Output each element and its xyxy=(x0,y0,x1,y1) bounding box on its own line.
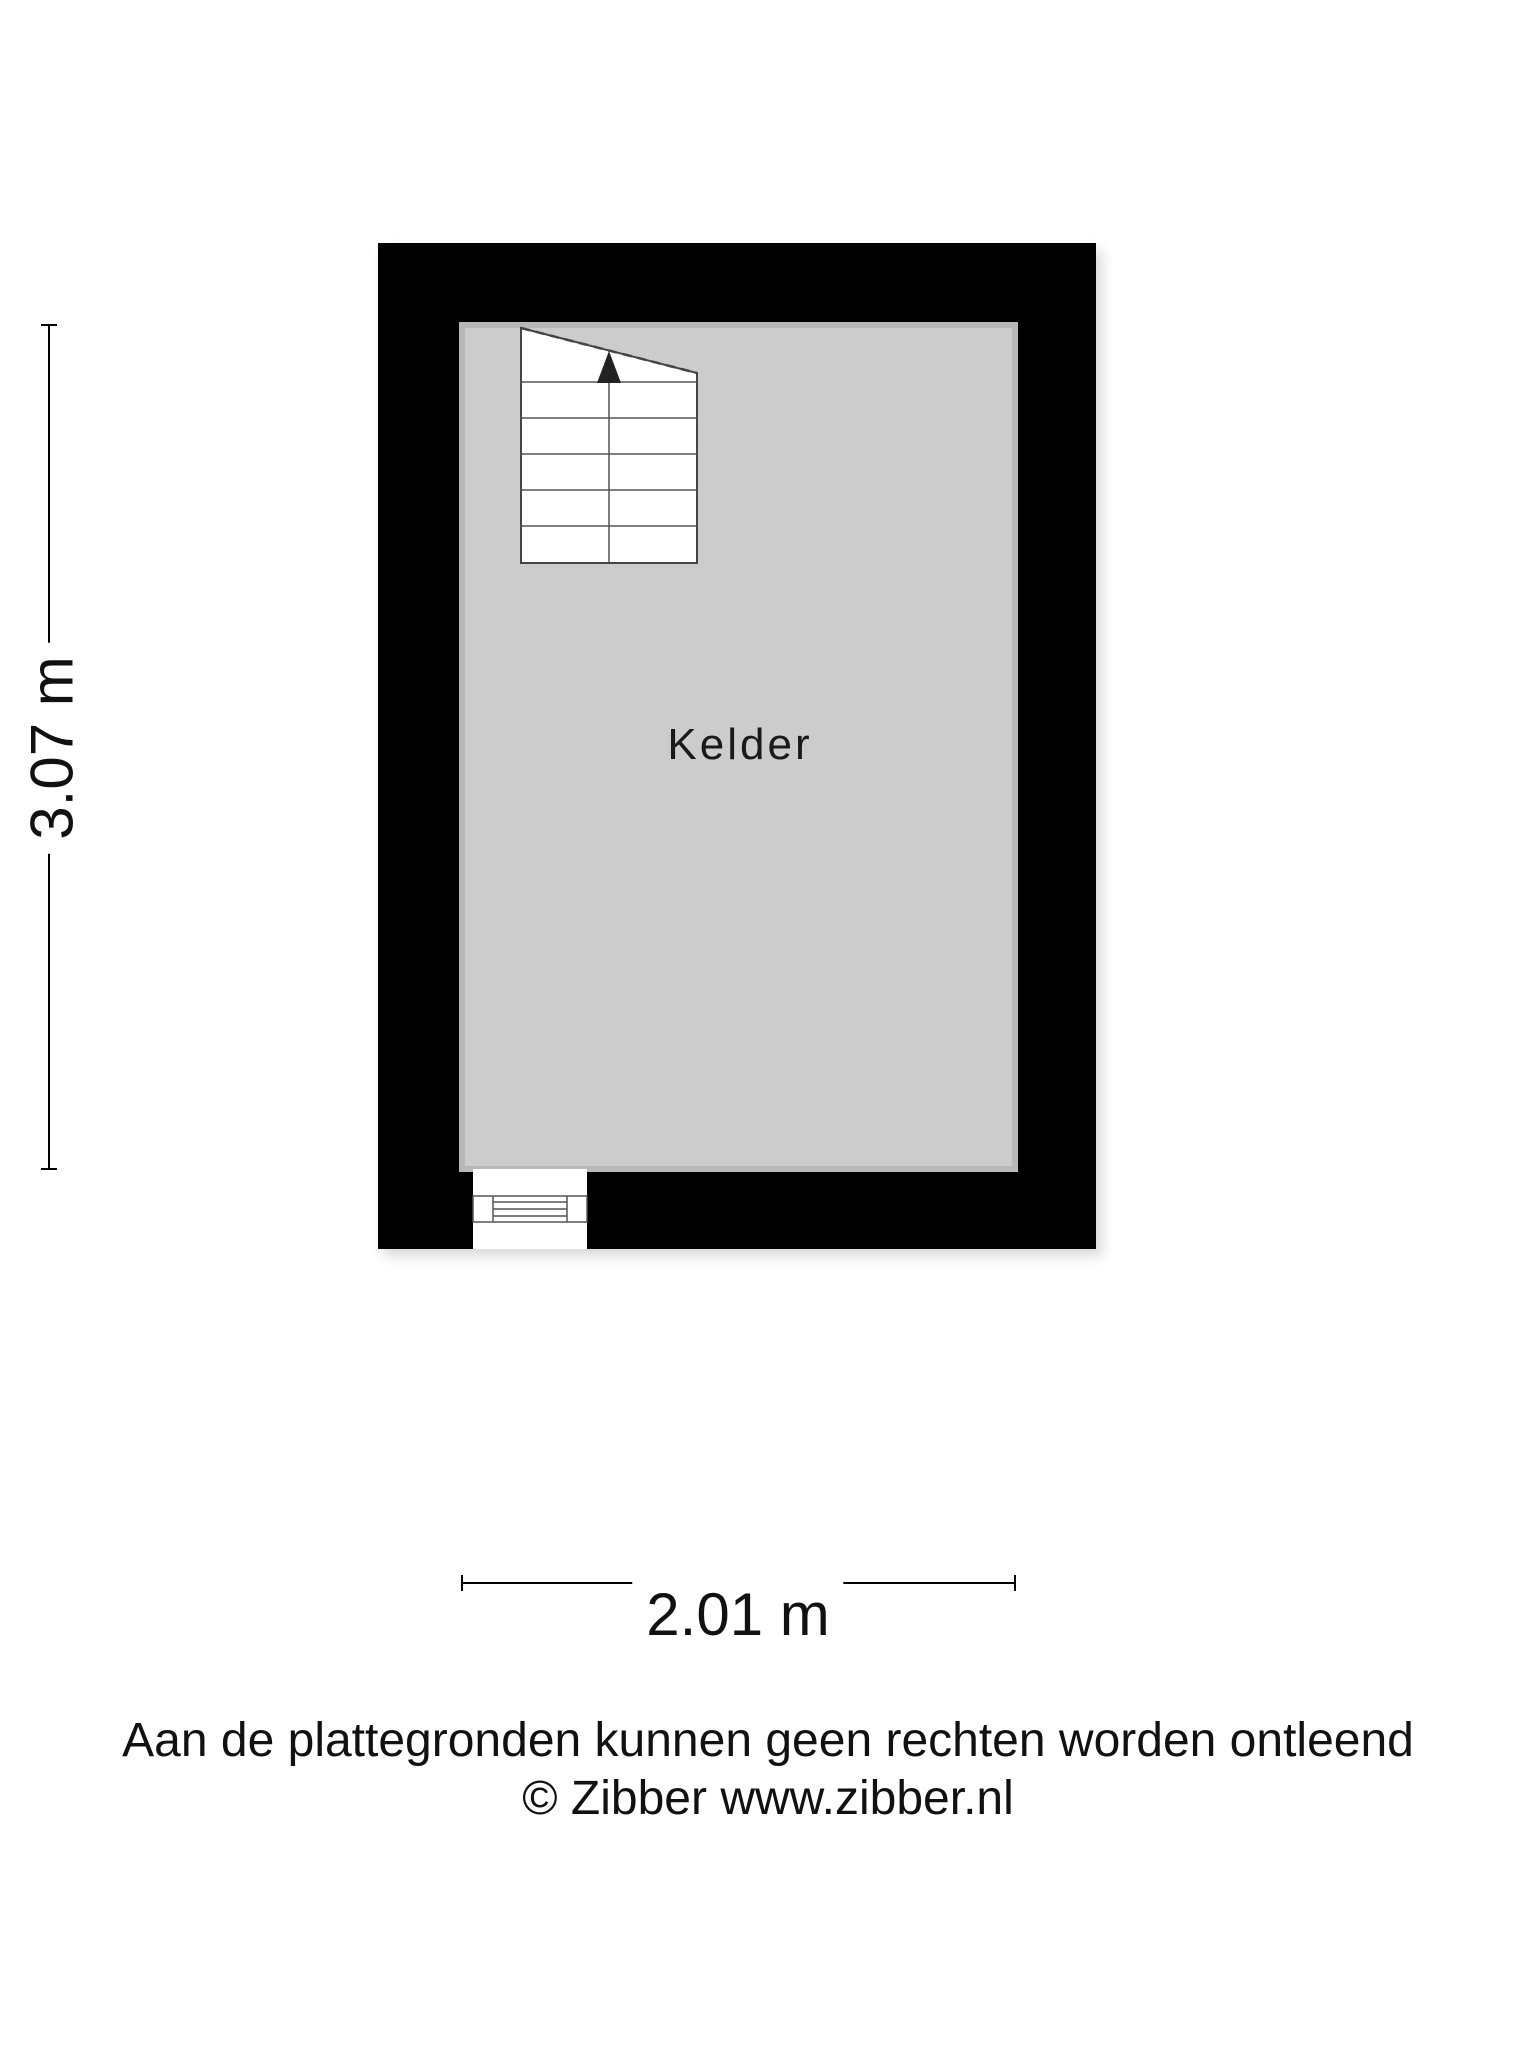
disclaimer-text: Aan de plattegronden kunnen geen rechten worden ontleend xyxy=(122,1714,1414,1767)
window-icon xyxy=(473,1169,587,1249)
footer xyxy=(0,1712,1536,1828)
room-label: Kelder xyxy=(667,720,813,769)
width-dimension-label: 2.01 m xyxy=(632,1580,843,1649)
copyright-text: © Zibber www.zibber.nl xyxy=(522,1772,1014,1825)
height-dimension-label: 3.07 m xyxy=(18,642,87,853)
